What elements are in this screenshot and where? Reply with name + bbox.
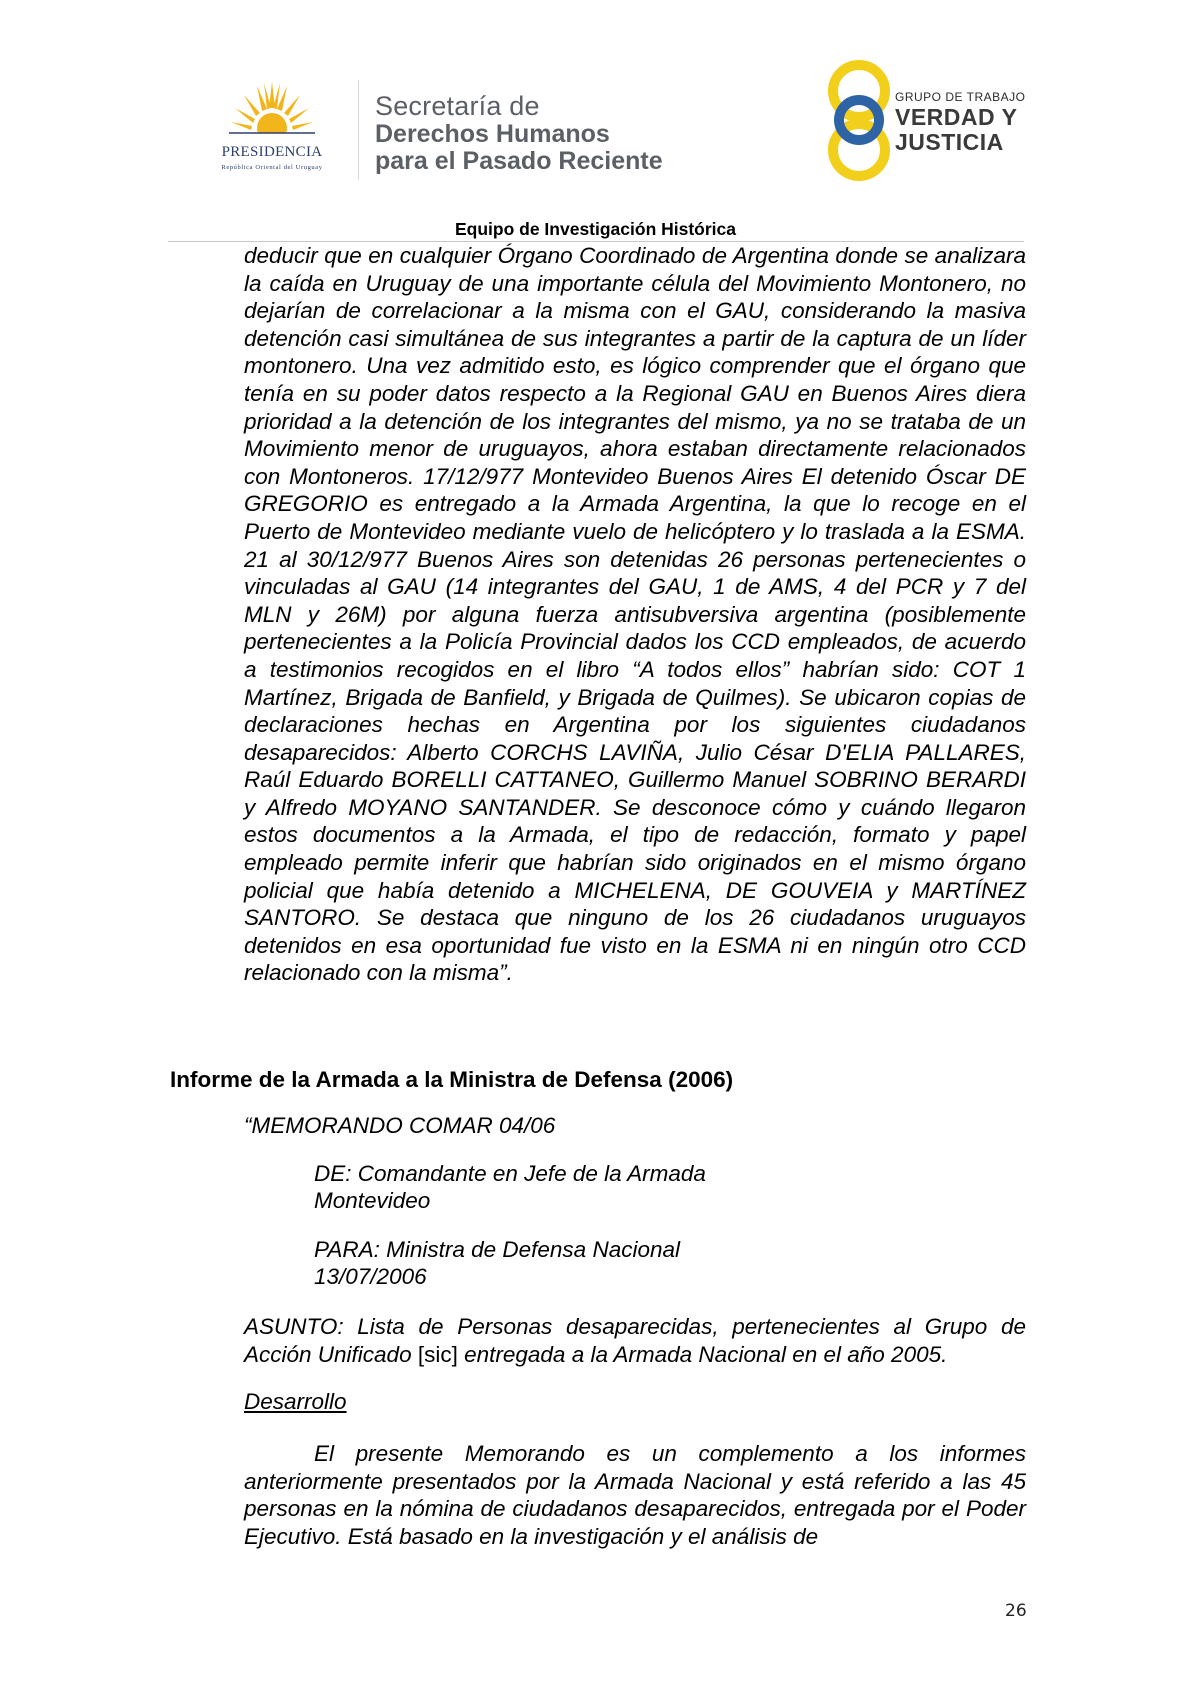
justicia-label: JUSTICIA — [895, 129, 1004, 155]
logo-divider — [358, 80, 359, 180]
presidencia-logo — [192, 78, 352, 178]
desarrollo-heading: Desarrollo — [244, 1389, 347, 1414]
secretaria-line-2: Derechos Humanos — [375, 120, 610, 148]
secretaria-line-1: Secretaría de — [375, 91, 540, 121]
memo-to: PARA: Ministra de Defensa Nacional — [314, 1237, 680, 1262]
memo-date: 13/07/2006 — [314, 1264, 427, 1289]
verdad-justicia-rings-icon — [825, 58, 893, 183]
verdad-label: VERDAD Y — [895, 104, 1018, 130]
team-title: Equipo de Investigación Histórica — [454, 219, 737, 239]
section-heading: Informe de la Armada a la Ministra de Defensa (2006) — [170, 1067, 734, 1092]
grupo-trabajo-label: GRUPO DE TRABAJO — [895, 90, 1026, 104]
grupo-trabajo-logo — [825, 58, 1045, 183]
memo-subject — [244, 1313, 1026, 1368]
sic-marker: [sic] — [417, 1341, 458, 1367]
memo-title: “MEMORANDO COMAR 04/06 — [244, 1113, 556, 1138]
memo-subject-text-end: entregada a la Armada Nacional en el año 2005. — [457, 1341, 948, 1367]
page-number: 26 — [1005, 1601, 1027, 1621]
secretaria-line-3: para el Pasado Reciente — [375, 147, 663, 175]
presidencia-subtitle: República Oriental del Uruguay — [221, 164, 323, 171]
sun-emblem-icon — [227, 78, 317, 142]
memo-from: DE: Comandante en Jefe de la Armada — [314, 1161, 706, 1186]
main-paragraph: deducir que en cualquier Órgano Coordinado de Argentina donde se analizara la caída en Uruguay de una importante célula del Movimiento Montonero, no dejarían de correlacionar a la misma con el GAU, considerando la masiva detención casi simultánea de sus integrantes a partir de la captura de un líder montonero. Una vez admitido esto, es lógico comprender que el órgano que tenía en su poder datos respecto a la Regional GAU en Buenos Aires diera prioridad a la detención de los integrantes del mismo, ya no se trataba de un Movimiento menor de uruguayos, ahora estaban directamente relacionados con Montoneros. 17/12/977 Montevideo Buenos Aires El detenido Óscar DE GREGORIO es entregado a la Armada Argentina, la que lo recoge en el Puerto de Montevideo mediante vuelo de helicóptero y lo traslada a la ESMA. 21 al 30/12/977 Buenos Aires son detenidas 26 personas pertenecientes o vinculadas al GAU (14 integrantes del GAU, 1 de AMS, 4 del PCR y 7 del MLN y 26M) por alguna fuerza antisubversiva argentina (posiblemente pertenecientes a la Policía Provincial dados los CCD empleados, de acuerdo a testimonios recogidos en el libro “A todos ellos” habrían sido: COT 1 Martínez, Brigada de Banfield, y Brigada de Quilmes). Se ubicaron copias de declaraciones hechas en Argentina por los siguientes ciudadanos desaparecidos: Alberto CORCHS LAVIÑA, Julio César D'ELIA PALLARES, Raúl Eduardo BORELLI CATTANEO, Guillermo Manuel SOBRINO BERARDI y Alfredo MOYANO SANTANDER. Se desconoce cómo y cuándo llegaron estos documentos a la Armada, el tipo de redacción, formato y papel empleado permite inferir que habrían sido originados en el mismo órgano policial que había detenido a MICHELENA, DE GOUVEIA y MARTÍNEZ SANTORO. Se destaca que ninguno de los 26 ciudadanos uruguayos detenidos en esa oportunidad fue visto en la ESMA ni en ningún otro CCD relacionado con la misma”. — [244, 243, 1026, 986]
memo-from-place: Montevideo — [314, 1188, 431, 1213]
presidencia-name: PRESIDENCIA — [221, 144, 323, 160]
memo-subject-text: ASUNTO: Lista de Personas desaparecidas, pertenecientes al Grupo de Acción Unificado — [244, 1314, 1026, 1367]
secretaria-logo-text — [375, 92, 663, 175]
memo-body-paragraph: El presente Memorando es un complemento a los informes anteriormente presentados por la Armada Nacional y está referido a las 45 personas en la nómina de ciudadanos desaparecidos, entregada por el Poder Ejecutivo. Está basado en la investigación y el análisis de — [244, 1441, 1026, 1549]
